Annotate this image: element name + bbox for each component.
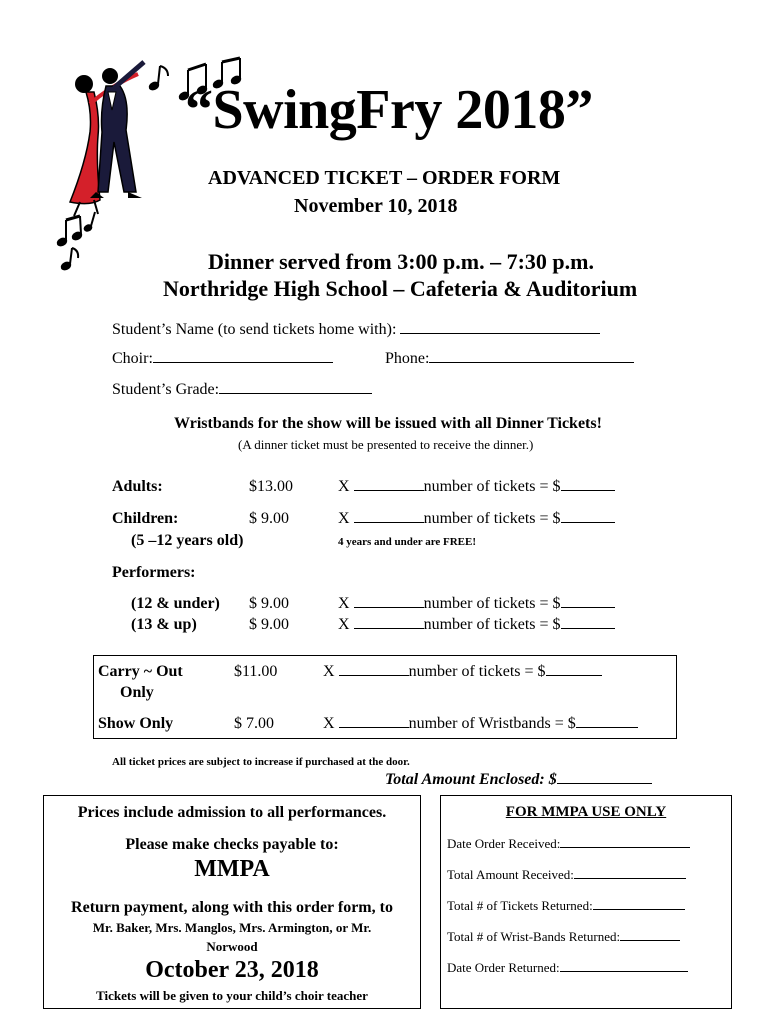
payable-note: Please make checks payable to: <box>125 836 339 853</box>
student-name-label: Student’s Name (to send tickets home with): <box>112 321 397 338</box>
wristbands-returned-field[interactable] <box>620 939 680 941</box>
multiply-sign: X <box>338 616 350 633</box>
multiply-sign: X <box>323 663 335 680</box>
dinner-time: Dinner served from 3:00 p.m. – 7:30 p.m. <box>208 249 594 274</box>
performers-up-qty-field[interactable] <box>354 627 424 629</box>
children-order-row <box>338 510 615 528</box>
num-wristbands-label: number of Wristbands = $ <box>408 715 576 732</box>
teacher-names-2: Norwood <box>206 939 258 954</box>
event-title: “SwingFry 2018” <box>185 79 593 141</box>
student-name-row <box>112 321 600 339</box>
payee-name: MMPA <box>194 856 270 882</box>
performers-up-order-row <box>338 616 615 634</box>
performers-up-price: $ 9.00 <box>249 616 289 633</box>
carryout-amount-field[interactable] <box>546 674 602 676</box>
office-use-box <box>440 795 732 1009</box>
price-increase-note: All ticket prices are subject to increase if purchased at the door. <box>112 756 410 768</box>
date-received-label: Date Order Received: <box>447 836 561 851</box>
carryout-label: Carry ~ Out <box>98 663 183 680</box>
carryout-price: $11.00 <box>234 663 278 680</box>
adults-amount-field[interactable] <box>561 489 615 491</box>
performers-under-label: (12 & under) <box>131 595 220 612</box>
num-tickets-label: number of tickets = $ <box>423 616 561 633</box>
phone-label: Phone: <box>385 350 430 367</box>
adults-qty-field[interactable] <box>354 489 424 491</box>
tickets-returned-field[interactable] <box>593 908 685 910</box>
carryout-order-row <box>323 663 602 681</box>
performers-under-price: $ 9.00 <box>249 595 289 612</box>
payment-info-box <box>43 795 421 1009</box>
show-only-qty-field[interactable] <box>339 726 409 728</box>
wristbands-returned-label: Total # of Wrist-Bands Returned: <box>447 929 621 944</box>
event-location: Northridge High School – Cafeteria & Auditorium <box>163 276 638 301</box>
num-tickets-label: number of tickets = $ <box>423 510 561 527</box>
num-tickets-label: number of tickets = $ <box>408 663 546 680</box>
free-note: 4 years and under are FREE! <box>338 536 477 548</box>
choir-row <box>112 350 333 368</box>
num-tickets-label: number of tickets = $ <box>423 478 561 495</box>
date-returned-label: Date Order Returned: <box>447 960 560 975</box>
grade-row <box>112 381 372 399</box>
performers-under-order-row <box>338 595 615 613</box>
date-received-field[interactable] <box>560 846 690 848</box>
delivery-note: Tickets will be given to your child’s choir teacher <box>96 988 368 1003</box>
multiply-sign: X <box>338 595 350 612</box>
carryout-qty-field[interactable] <box>339 674 409 676</box>
tickets-returned-label: Total # of Tickets Returned: <box>447 898 593 913</box>
adults-order-row <box>338 478 615 496</box>
grade-label: Student’s Grade: <box>112 381 220 398</box>
admission-note: Prices include admission to all performances. <box>77 804 387 821</box>
multiply-sign: X <box>338 478 350 495</box>
event-date: November 10, 2018 <box>294 195 458 217</box>
performers-under-amount-field[interactable] <box>561 606 615 608</box>
student-name-field[interactable] <box>400 332 600 334</box>
tickets-returned-row <box>447 898 685 914</box>
phone-row <box>385 350 634 368</box>
amount-received-field[interactable] <box>574 877 686 879</box>
performers-under-qty-field[interactable] <box>354 606 424 608</box>
children-price: $ 9.00 <box>249 510 289 527</box>
choir-label: Choir: <box>112 350 153 367</box>
performers-up-amount-field[interactable] <box>561 627 615 629</box>
num-tickets-label: number of tickets = $ <box>423 595 561 612</box>
total-enclosed-row <box>385 771 652 789</box>
teacher-names: Mr. Baker, Mrs. Manglos, Mrs. Armington, or Mr. <box>92 920 372 935</box>
office-use-heading: FOR MMPA USE ONLY <box>505 804 667 820</box>
amount-received-label: Total Amount Received: <box>447 867 574 882</box>
grade-field[interactable] <box>219 392 372 394</box>
return-note: Return payment, along with this order form, to <box>71 899 393 916</box>
form-subtitle: ADVANCED TICKET – ORDER FORM <box>208 167 561 189</box>
children-label: Children: <box>112 510 179 527</box>
wristband-heading: Wristbands for the show will be issued with all Dinner Tickets! <box>174 415 602 432</box>
carryout-label-2: Only <box>120 684 154 701</box>
wristband-note: (A dinner ticket must be presented to receive the dinner.) <box>238 437 534 452</box>
adults-price: $13.00 <box>249 478 293 495</box>
performers-up-label: (13 & up) <box>131 616 197 633</box>
phone-field[interactable] <box>429 361 634 363</box>
total-enclosed-field[interactable] <box>557 782 652 784</box>
performers-label: Performers: <box>112 564 196 581</box>
adults-label: Adults: <box>112 478 163 495</box>
children-qty-field[interactable] <box>354 521 424 523</box>
total-enclosed-label: Total Amount Enclosed: $ <box>385 771 557 788</box>
date-returned-row <box>447 960 688 976</box>
date-received-row <box>447 836 690 852</box>
show-only-order-row <box>323 715 638 733</box>
multiply-sign: X <box>323 715 335 732</box>
amount-received-row <box>447 867 686 883</box>
deadline-date: October 23, 2018 <box>145 957 319 983</box>
show-only-price: $ 7.00 <box>234 715 274 732</box>
show-only-label: Show Only <box>98 715 174 732</box>
children-amount-field[interactable] <box>561 521 615 523</box>
children-age-range: (5 –12 years old) <box>131 532 244 549</box>
choir-field[interactable] <box>153 361 333 363</box>
date-returned-field[interactable] <box>560 970 688 972</box>
multiply-sign: X <box>338 510 350 527</box>
show-only-amount-field[interactable] <box>576 726 638 728</box>
wristbands-returned-row <box>447 929 680 945</box>
